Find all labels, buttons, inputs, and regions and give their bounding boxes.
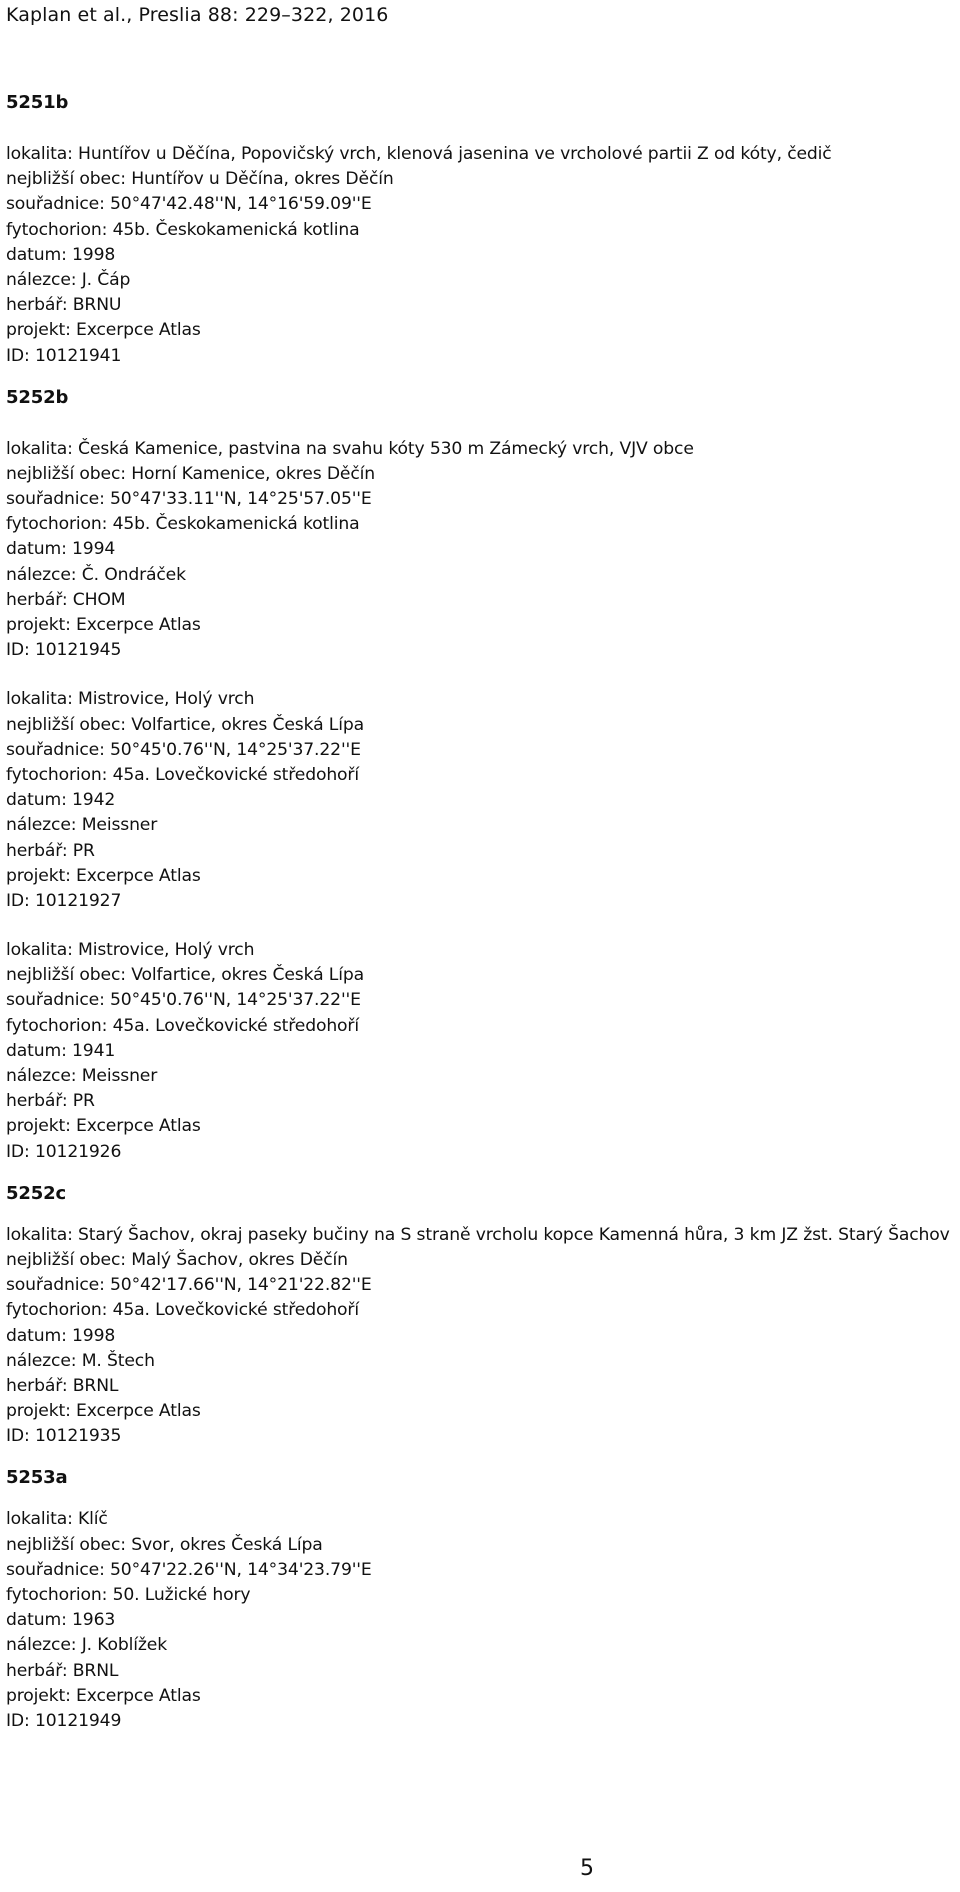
record-projekt: projekt: Excerpce Atlas — [6, 865, 201, 886]
section-heading: 5252c — [6, 1182, 67, 1204]
record-lokalita: lokalita: Mistrovice, Holý vrch — [6, 940, 255, 961]
record-souradnice: souřadnice: 50°47'22.26''N, 14°34'23.79''E — [6, 1559, 372, 1580]
record-herbar: herbář: BRNU — [6, 295, 122, 316]
record-datum: datum: 1942 — [6, 790, 116, 811]
record-datum: datum: 1941 — [6, 1040, 116, 1061]
section-heading: 5253a — [6, 1467, 68, 1489]
record-souradnice: souřadnice: 50°45'0.76''N, 14°25'37.22''E — [6, 990, 361, 1011]
running-header: Kaplan et al., Preslia 88: 229–322, 2016 — [6, 4, 389, 26]
record — [6, 938, 956, 1165]
record-fytochorion: fytochorion: 45a. Lovečkovické středohoří — [6, 1300, 359, 1321]
record-id: ID: 10121941 — [6, 345, 122, 366]
document-body — [6, 90, 956, 1734]
record-id: ID: 10121949 — [6, 1710, 122, 1731]
record-herbar: herbář: PR — [6, 840, 95, 861]
record — [6, 1507, 956, 1734]
record-fytochorion: fytochorion: 45b. Českokamenická kotlina — [6, 514, 360, 535]
record-nalezce: nálezce: Meissner — [6, 1066, 158, 1086]
record — [6, 437, 956, 664]
record-datum: datum: 1998 — [6, 244, 116, 265]
record-obec: nejbližší obec: Svor, okres Česká Lípa — [6, 1534, 323, 1555]
record-fytochorion: fytochorion: 45b. Českokamenická kotlina — [6, 219, 360, 240]
record-projekt: projekt: Excerpce Atlas — [6, 615, 201, 635]
record-lokalita: lokalita: Starý Šachov, okraj paseky bučiny na S straně vrcholu kopce Kamenná hůra, 3 km JZ žst. Starý Šachov — [6, 1224, 950, 1245]
record-nalezce: nálezce: J. Koblížek — [6, 1635, 168, 1656]
record — [6, 687, 956, 914]
record-lokalita: lokalita: Huntířov u Děčína, Popovičský vrch, klenová jasenina ve vrcholové partii Z od kóty, čedič — [6, 144, 832, 164]
record-herbar: herbář: BRNL — [6, 1660, 119, 1681]
record-id: ID: 10121945 — [6, 640, 122, 661]
record-projekt: projekt: Excerpce Atlas — [6, 1116, 201, 1137]
record-herbar: herbář: CHOM — [6, 589, 126, 610]
section-heading: 5251b — [6, 92, 69, 113]
record-id: ID: 10121927 — [6, 890, 122, 911]
record-datum: datum: 1998 — [6, 1325, 116, 1346]
record-souradnice: souřadnice: 50°42'17.66''N, 14°21'22.82''E — [6, 1275, 372, 1296]
record — [6, 1223, 956, 1450]
record-obec: nejbližší obec: Volfartice, okres Česká Lípa — [6, 714, 364, 735]
record-projekt: projekt: Excerpce Atlas — [6, 320, 201, 341]
record-nalezce: nálezce: Meissner — [6, 815, 158, 836]
record-nalezce: nálezce: Č. Ondráček — [6, 564, 186, 585]
record-fytochorion: fytochorion: 50. Lužické hory — [6, 1585, 251, 1605]
section-heading: 5252b — [6, 386, 69, 408]
record-lokalita: lokalita: Česká Kamenice, pastvina na svahu kóty 530 m Zámecký vrch, VJV obce — [6, 438, 694, 459]
record-id: ID: 10121926 — [6, 1141, 122, 1162]
record-projekt: projekt: Excerpce Atlas — [6, 1685, 201, 1706]
record-lokalita: lokalita: Klíč — [6, 1509, 108, 1530]
record-souradnice: souřadnice: 50°47'33.11''N, 14°25'57.05''E — [6, 489, 372, 510]
record-obec: nejbližší obec: Huntířov u Děčína, okres Děčín — [6, 169, 394, 190]
record-souradnice: souřadnice: 50°45'0.76''N, 14°25'37.22''E — [6, 739, 361, 760]
record-datum: datum: 1963 — [6, 1610, 116, 1631]
record-obec: nejbližší obec: Malý Šachov, okres Děčín — [6, 1249, 348, 1270]
record-fytochorion: fytochorion: 45a. Lovečkovické středohoří — [6, 1015, 359, 1036]
record-souradnice: souřadnice: 50°47'42.48''N, 14°16'59.09''E — [6, 194, 372, 215]
record-herbar: herbář: PR — [6, 1091, 95, 1112]
record-obec: nejbližší obec: Volfartice, okres Česká Lípa — [6, 965, 364, 986]
record-nalezce: nálezce: M. Štech — [6, 1350, 155, 1371]
record-datum: datum: 1994 — [6, 539, 116, 560]
page-number: 5 — [580, 1856, 594, 1881]
record-obec: nejbližší obec: Horní Kamenice, okres Děčín — [6, 463, 376, 484]
record-herbar: herbář: BRNL — [6, 1375, 119, 1396]
record-nalezce: nálezce: J. Čáp — [6, 269, 131, 290]
record-id: ID: 10121935 — [6, 1426, 122, 1447]
record-lokalita: lokalita: Mistrovice, Holý vrch — [6, 689, 255, 710]
record-fytochorion: fytochorion: 45a. Lovečkovické středohoří — [6, 764, 359, 785]
record-projekt: projekt: Excerpce Atlas — [6, 1401, 201, 1422]
record — [6, 142, 956, 369]
